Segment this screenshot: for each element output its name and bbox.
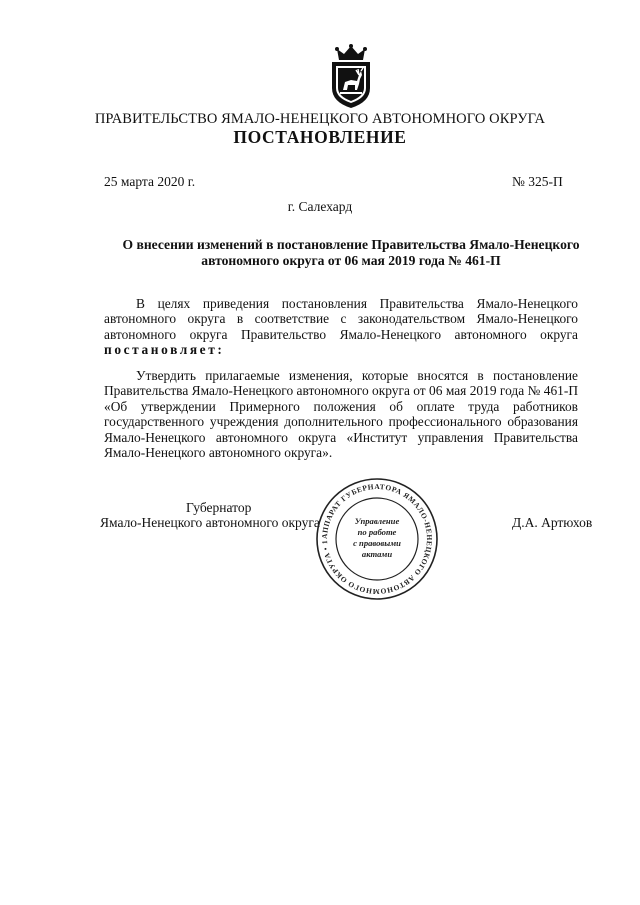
signatory-name: Д.А. Артюхов: [512, 515, 593, 530]
official-stamp: [314, 476, 440, 602]
svg-text:Управление: Управление: [354, 516, 400, 526]
svg-text:актами: актами: [361, 549, 393, 559]
government-name: ПРАВИТЕЛЬСТВО ЯМАЛО-НЕНЕЦКОГО АВТОНОМНОГО ОКРУГА: [94, 111, 546, 127]
document-city: г. Салехард: [287, 199, 353, 214]
svg-text:по работе: по работе: [357, 527, 397, 537]
document-date: 25 марта 2020 г.: [104, 174, 196, 189]
decree-word: постановляет:: [104, 342, 225, 358]
coat-of-arms-icon: [324, 44, 378, 110]
preamble-text: В целях приведения постановления Правительства Ямало-Ненецкого автономного округа в соответствие с законодательством Ямало-Ненецкого автономного округа Правительство Ямало-Ненецкого автономного округа: [104, 296, 578, 342]
svg-text:с правовыми: с правовыми: [353, 538, 401, 548]
paragraph-resolution: [104, 368, 578, 460]
document-type: ПОСТАНОВЛЕНИЕ: [233, 127, 407, 147]
document-title: О внесении изменений в постановление Правительства Ямало-Ненецкого автономного округа от 06 мая 2019 года № 461-П: [122, 237, 580, 268]
signatory-position: Губернатор: [186, 500, 252, 515]
paragraph-preamble: [104, 296, 578, 358]
resolution-text: Утвердить прилагаемые изменения, которые вносятся в постановление Правительства Ямало-Ненецкого автономного округа от 06 мая 2019 года № 461-П «Об утверждении Примерного положения об оплате труда работников государственного учреждения дополнительного профессионального образования Ямало-Ненецкого автономного округа «Институт управления Правительства Ямало-Ненецкого автономного округа».: [104, 368, 578, 461]
document-number: № 325-П: [512, 174, 563, 189]
stamp-ring-text: АППАРАТ ГУБЕРНАТОРА ЯМАЛО-НЕНЕЦКОГО АВТОНОМНОГО ОКРУГА • 1: [319, 481, 435, 597]
signatory-organization: Ямало-Ненецкого автономного округа: [100, 515, 320, 530]
